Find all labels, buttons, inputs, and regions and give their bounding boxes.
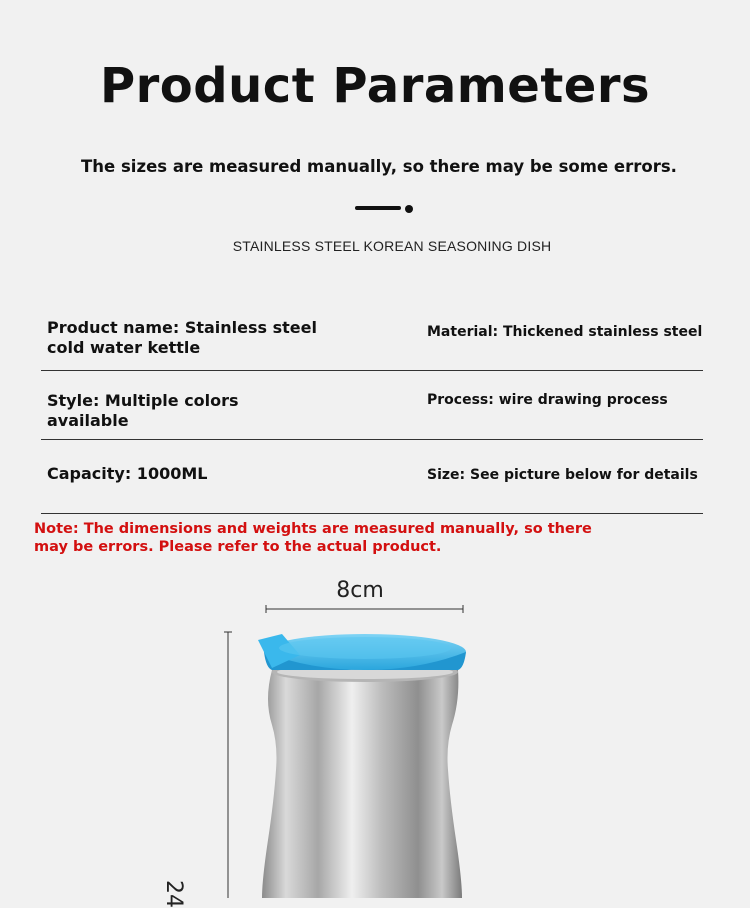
measurement-note: Note: The dimensions and weights are measured manually, so there may be errors. Please refer to the actual product. xyxy=(34,521,592,555)
width-dimension-line xyxy=(266,605,463,613)
measurement-disclaimer: The sizes are measured manually, so there may be some errors. xyxy=(81,157,677,176)
spec-process: Process: wire drawing process xyxy=(427,392,668,408)
blue-lid xyxy=(258,634,466,670)
width-label: 8cm xyxy=(336,578,384,603)
spec-style: Style: Multiple colors available xyxy=(47,391,239,430)
spec-material: Material: Thickened stainless steel xyxy=(427,324,703,340)
page-title: Product Parameters xyxy=(99,58,651,114)
spec-size: Size: See picture below for details xyxy=(427,467,698,483)
height-dimension-line xyxy=(224,632,232,898)
product-caption: STAINLESS STEEL KOREAN SEASONING DISH xyxy=(232,238,552,254)
spec-product-name: Product name: Stainless steel cold water kettle xyxy=(47,318,317,357)
height-label: 24 xyxy=(161,880,186,908)
spec-capacity: Capacity: 1000ML xyxy=(47,464,208,483)
